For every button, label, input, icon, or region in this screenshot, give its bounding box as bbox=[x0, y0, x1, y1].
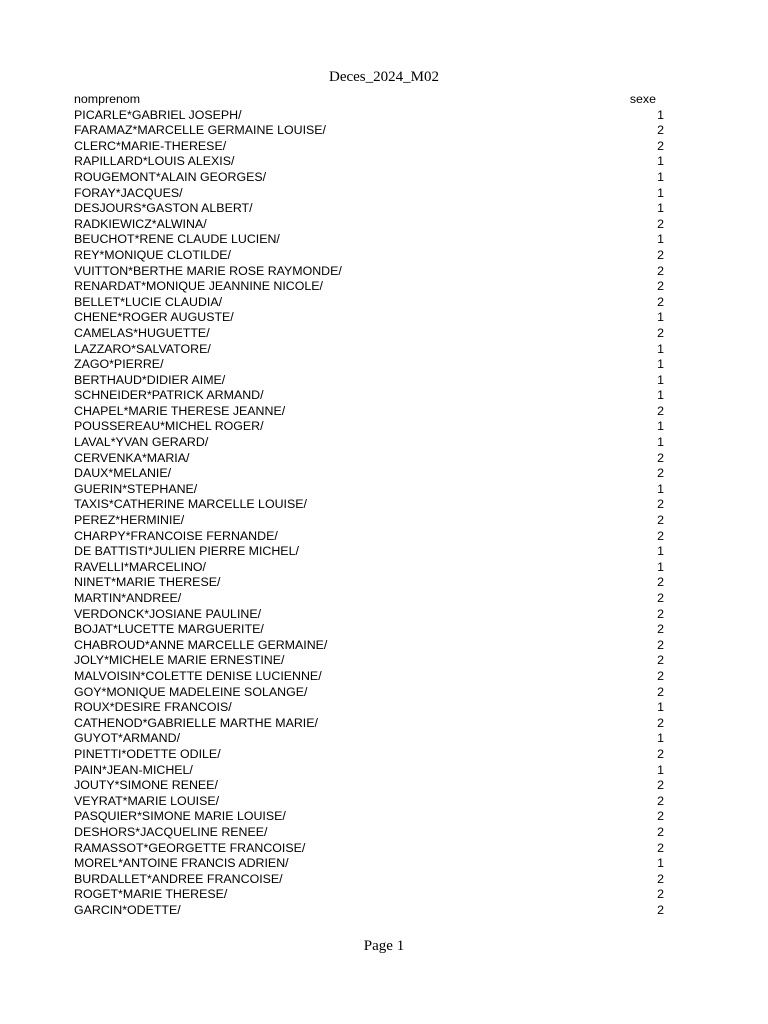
table-row bbox=[74, 872, 664, 888]
cell-sexe: 2 bbox=[657, 637, 664, 652]
cell-nomprenom: ROUX*DESIRE FRANCOIS/ bbox=[74, 700, 232, 715]
cell-nomprenom: CHABROUD*ANNE MARCELLE GERMAINE/ bbox=[74, 637, 328, 652]
cell-nomprenom: DESHORS*JACQUELINE RENEE/ bbox=[74, 824, 268, 839]
cell-sexe: 2 bbox=[657, 263, 664, 278]
table-row bbox=[74, 887, 664, 903]
cell-nomprenom: NINET*MARIE THERESE/ bbox=[74, 575, 221, 590]
cell-nomprenom: BELLET*LUCIE CLAUDIA/ bbox=[74, 294, 223, 309]
cell-sexe: 2 bbox=[657, 622, 664, 637]
table-row bbox=[74, 809, 664, 825]
column-header-nomprenom: nomprenom bbox=[74, 92, 141, 106]
table-row bbox=[74, 544, 664, 560]
table-row bbox=[74, 685, 664, 701]
cell-sexe: 2 bbox=[657, 653, 664, 668]
table-row bbox=[74, 419, 664, 435]
cell-nomprenom: GARCIN*ODETTE/ bbox=[74, 902, 181, 917]
cell-nomprenom: PEREZ*HERMINIE/ bbox=[74, 513, 185, 528]
cell-nomprenom: LAZZARO*SALVATORE/ bbox=[74, 341, 211, 356]
cell-sexe: 1 bbox=[657, 731, 664, 746]
table-row bbox=[74, 108, 664, 124]
cell-sexe: 2 bbox=[657, 746, 664, 761]
cell-nomprenom: DAUX*MELANIE/ bbox=[74, 466, 172, 481]
table-row bbox=[74, 716, 664, 732]
cell-nomprenom: BURDALLET*ANDREE FRANCOISE/ bbox=[74, 871, 283, 886]
cell-nomprenom: VERDONCK*JOSIANE PAULINE/ bbox=[74, 606, 262, 621]
cell-nomprenom: RAVELLI*MARCELINO/ bbox=[74, 559, 206, 574]
cell-sexe: 1 bbox=[657, 559, 664, 574]
cell-nomprenom: GUERIN*STEPHANE/ bbox=[74, 481, 198, 496]
table-row bbox=[74, 638, 664, 654]
cell-nomprenom: CLERC*MARIE-THERESE/ bbox=[74, 138, 227, 153]
cell-sexe: 1 bbox=[657, 762, 664, 777]
cell-sexe: 1 bbox=[657, 856, 664, 871]
table-row bbox=[74, 201, 664, 217]
cell-nomprenom: GOY*MONIQUE MADELEINE SOLANGE/ bbox=[74, 684, 308, 699]
table-row bbox=[74, 560, 664, 576]
table-row bbox=[74, 310, 664, 326]
cell-nomprenom: RAPILLARD*LOUIS ALEXIS/ bbox=[74, 154, 235, 169]
cell-sexe: 2 bbox=[657, 513, 664, 528]
cell-sexe: 2 bbox=[657, 824, 664, 839]
cell-sexe: 2 bbox=[657, 684, 664, 699]
cell-sexe: 1 bbox=[657, 481, 664, 496]
cell-nomprenom: ZAGO*PIERRE/ bbox=[74, 357, 164, 372]
cell-nomprenom: POUSSEREAU*MICHEL ROGER/ bbox=[74, 419, 264, 434]
cell-sexe: 2 bbox=[657, 606, 664, 621]
table-row bbox=[74, 342, 664, 358]
table-row bbox=[74, 217, 664, 233]
table-row bbox=[74, 248, 664, 264]
cell-nomprenom: ROGET*MARIE THERESE/ bbox=[74, 887, 228, 902]
cell-nomprenom: PINETTI*ODETTE ODILE/ bbox=[74, 746, 221, 761]
table-row bbox=[74, 794, 664, 810]
cell-sexe: 1 bbox=[657, 310, 664, 325]
table-row bbox=[74, 404, 664, 420]
table-row bbox=[74, 513, 664, 529]
cell-nomprenom: CATHENOD*GABRIELLE MARTHE MARIE/ bbox=[74, 715, 318, 730]
cell-nomprenom: BERTHAUD*DIDIER AIME/ bbox=[74, 372, 226, 387]
cell-sexe: 1 bbox=[657, 544, 664, 559]
cell-nomprenom: CHARPY*FRANCOISE FERNANDE/ bbox=[74, 528, 278, 543]
table-header-row bbox=[74, 92, 664, 108]
table-row bbox=[74, 264, 664, 280]
table-row bbox=[74, 856, 664, 872]
cell-nomprenom: BEUCHOT*RENE CLAUDE LUCIEN/ bbox=[74, 232, 280, 247]
cell-nomprenom: TAXIS*CATHERINE MARCELLE LOUISE/ bbox=[74, 497, 307, 512]
cell-sexe: 2 bbox=[657, 840, 664, 855]
cell-sexe: 1 bbox=[657, 232, 664, 247]
cell-sexe: 2 bbox=[657, 450, 664, 465]
cell-sexe: 1 bbox=[657, 185, 664, 200]
cell-nomprenom: BOJAT*LUCETTE MARGUERITE/ bbox=[74, 622, 264, 637]
cell-sexe: 2 bbox=[657, 466, 664, 481]
table-row bbox=[74, 123, 664, 139]
table-row bbox=[74, 451, 664, 467]
cell-sexe: 1 bbox=[657, 341, 664, 356]
cell-sexe: 2 bbox=[657, 279, 664, 294]
table-row bbox=[74, 186, 664, 202]
cell-sexe: 1 bbox=[657, 107, 664, 122]
cell-nomprenom: MALVOISIN*COLETTE DENISE LUCIENNE/ bbox=[74, 668, 322, 683]
table-row bbox=[74, 466, 664, 482]
cell-nomprenom: CHENE*ROGER AUGUSTE/ bbox=[74, 310, 234, 325]
cell-nomprenom: MOREL*ANTOINE FRANCIS ADRIEN/ bbox=[74, 856, 289, 871]
cell-sexe: 2 bbox=[657, 497, 664, 512]
table-row bbox=[74, 482, 664, 498]
table-row bbox=[74, 497, 664, 513]
cell-nomprenom: SCHNEIDER*PATRICK ARMAND/ bbox=[74, 388, 264, 403]
table-row bbox=[74, 607, 664, 623]
cell-sexe: 2 bbox=[657, 216, 664, 231]
records-table bbox=[74, 92, 664, 918]
cell-sexe: 2 bbox=[657, 871, 664, 886]
cell-sexe: 2 bbox=[657, 902, 664, 917]
cell-sexe: 2 bbox=[657, 668, 664, 683]
cell-sexe: 2 bbox=[657, 325, 664, 340]
cell-nomprenom: CERVENKA*MARIA/ bbox=[74, 450, 190, 465]
table-row bbox=[74, 669, 664, 685]
cell-nomprenom: JOLY*MICHELE MARIE ERNESTINE/ bbox=[74, 653, 285, 668]
table-row bbox=[74, 700, 664, 716]
cell-nomprenom: ROUGEMONT*ALAIN GEORGES/ bbox=[74, 169, 267, 184]
cell-sexe: 2 bbox=[657, 138, 664, 153]
cell-nomprenom: RENARDAT*MONIQUE JEANNINE NICOLE/ bbox=[74, 279, 323, 294]
table-row bbox=[74, 731, 664, 747]
cell-nomprenom: LAVAL*YVAN GERARD/ bbox=[74, 435, 209, 450]
table-row bbox=[74, 841, 664, 857]
table-row bbox=[74, 435, 664, 451]
cell-sexe: 2 bbox=[657, 778, 664, 793]
table-body bbox=[74, 108, 664, 919]
cell-sexe: 2 bbox=[657, 247, 664, 262]
cell-nomprenom: FARAMAZ*MARCELLE GERMAINE LOUISE/ bbox=[74, 123, 326, 138]
cell-sexe: 1 bbox=[657, 388, 664, 403]
cell-sexe: 1 bbox=[657, 435, 664, 450]
table-row bbox=[74, 575, 664, 591]
cell-nomprenom: RADKIEWICZ*ALWINA/ bbox=[74, 216, 207, 231]
cell-nomprenom: PICARLE*GABRIEL JOSEPH/ bbox=[74, 107, 242, 122]
table-row bbox=[74, 279, 664, 295]
cell-nomprenom: GUYOT*ARMAND/ bbox=[74, 731, 181, 746]
page-number: Page 1 bbox=[363, 938, 405, 954]
cell-sexe: 2 bbox=[657, 575, 664, 590]
cell-sexe: 1 bbox=[657, 419, 664, 434]
table-row bbox=[74, 763, 664, 779]
table-row bbox=[74, 529, 664, 545]
cell-nomprenom: DESJOURS*GASTON ALBERT/ bbox=[74, 201, 253, 216]
cell-nomprenom: JOUTY*SIMONE RENEE/ bbox=[74, 778, 218, 793]
cell-sexe: 2 bbox=[657, 528, 664, 543]
cell-nomprenom: VUITTON*BERTHE MARIE ROSE RAYMONDE/ bbox=[74, 263, 342, 278]
cell-nomprenom: CAMELAS*HUGUETTE/ bbox=[74, 325, 210, 340]
table-row bbox=[74, 388, 664, 404]
column-header-sexe: sexe bbox=[629, 92, 656, 106]
cell-nomprenom: FORAY*JACQUES/ bbox=[74, 185, 183, 200]
cell-nomprenom: DE BATTISTI*JULIEN PIERRE MICHEL/ bbox=[74, 544, 299, 559]
cell-nomprenom: PAIN*JEAN-MICHEL/ bbox=[74, 762, 193, 777]
table-row bbox=[74, 170, 664, 186]
table-row bbox=[74, 139, 664, 155]
cell-sexe: 2 bbox=[657, 809, 664, 824]
cell-nomprenom: VEYRAT*MARIE LOUISE/ bbox=[74, 793, 220, 808]
cell-nomprenom: MARTIN*ANDREE/ bbox=[74, 591, 182, 605]
cell-sexe: 2 bbox=[657, 887, 664, 902]
cell-nomprenom: PASQUIER*SIMONE MARIE LOUISE/ bbox=[74, 809, 286, 824]
table-row bbox=[74, 295, 664, 311]
cell-sexe: 1 bbox=[657, 201, 664, 216]
cell-sexe: 1 bbox=[657, 372, 664, 387]
table-row bbox=[74, 825, 664, 841]
table-row bbox=[74, 591, 664, 607]
cell-sexe: 2 bbox=[657, 793, 664, 808]
table-row bbox=[74, 232, 664, 248]
table-row bbox=[74, 357, 664, 373]
table-row bbox=[74, 778, 664, 794]
cell-sexe: 2 bbox=[657, 123, 664, 138]
cell-sexe: 1 bbox=[657, 169, 664, 184]
cell-sexe: 1 bbox=[657, 700, 664, 715]
table-row bbox=[74, 622, 664, 638]
cell-sexe: 2 bbox=[657, 294, 664, 309]
cell-sexe: 2 bbox=[657, 715, 664, 730]
cell-nomprenom: RAMASSOT*GEORGETTE FRANCOISE/ bbox=[74, 840, 306, 855]
cell-nomprenom: CHAPEL*MARIE THERESE JEANNE/ bbox=[74, 403, 286, 418]
cell-sexe: 2 bbox=[657, 591, 664, 605]
table-row bbox=[74, 747, 664, 763]
table-row bbox=[74, 373, 664, 389]
cell-sexe: 1 bbox=[657, 154, 664, 169]
table-row bbox=[74, 903, 664, 919]
table-row bbox=[74, 653, 664, 669]
cell-sexe: 2 bbox=[657, 403, 664, 418]
page-title: Deces_2024_M02 bbox=[329, 69, 439, 85]
cell-nomprenom: REY*MONIQUE CLOTILDE/ bbox=[74, 247, 231, 262]
table-row bbox=[74, 326, 664, 342]
cell-sexe: 1 bbox=[657, 357, 664, 372]
table-row bbox=[74, 154, 664, 170]
